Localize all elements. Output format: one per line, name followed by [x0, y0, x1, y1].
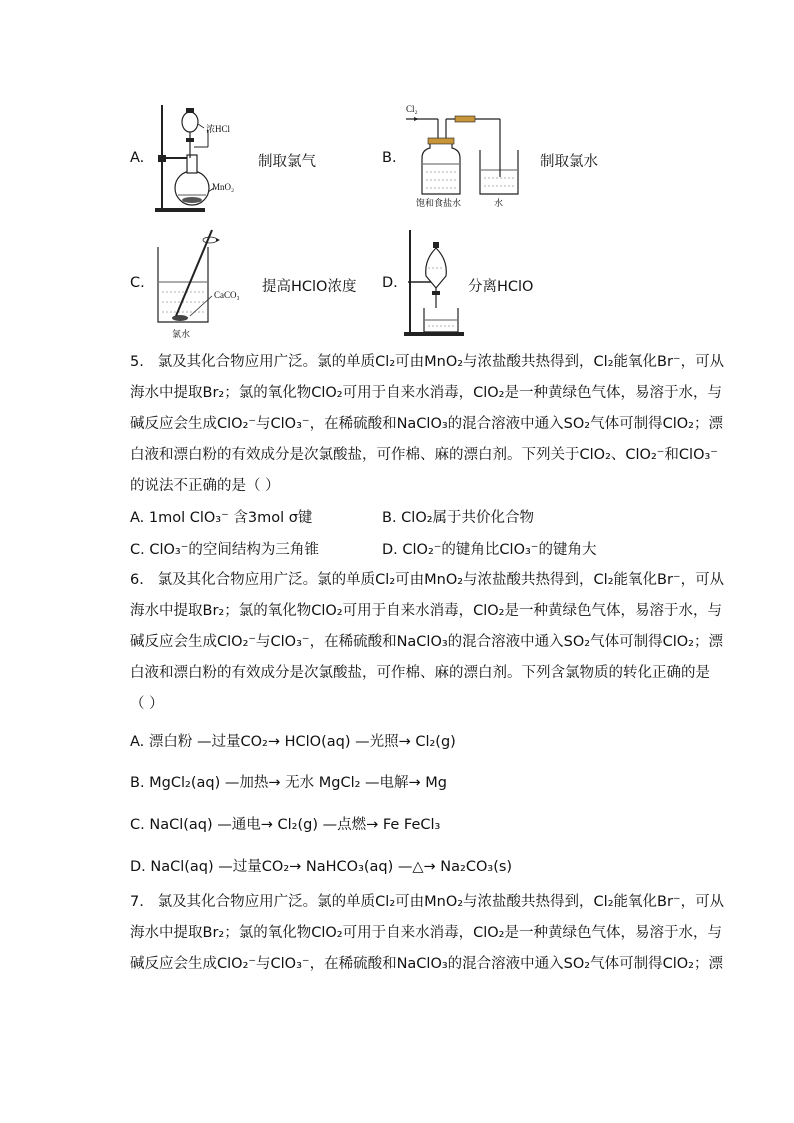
q6-intro-text-4: 白液和漂白粉的有效成分是次氯酸盐，可作棉、麻的漂白剂。: [130, 665, 522, 681]
q6-intro-line-2: 海水中提取Br₂；氯的氧化物ClO₂可用于自来水消毒，ClO₂是一种黄绿色气体，易溶于水，与: [130, 603, 722, 619]
q5-option-b[interactable]: B. ClO₂属于共价化合物: [382, 510, 535, 526]
q7-intro-line-2: 海水中提取Br₂；氯的氧化物ClO₂可用于自来水消毒，ClO₂是一种黄绿色气体，易溶于水，与: [130, 925, 722, 941]
q7-intro-line-1: [130, 892, 724, 912]
figure-a-caption: 制取氯气: [258, 154, 316, 170]
label-water: 水: [494, 198, 504, 208]
q6-intro-text-1: 氯及其化合物应用广泛。氯的单质Cl₂可由MnO₂与浓盐酸共热得到，Cl₂能氧化Br⁻，可从: [157, 572, 725, 588]
q5-question-tail: 下列关于ClO₂、ClO₂⁻和ClO₃⁻: [521, 447, 718, 463]
figure-b-caption: 制取氯水: [540, 154, 598, 170]
q6-intro-line-1: [130, 570, 724, 590]
label-conc-hcl: 浓HCl: [206, 124, 231, 134]
q6-option-d[interactable]: D. NaCl(aq) —过量CO₂→ NaHCO₃(aq) —△→ Na₂CO₃(s): [130, 859, 513, 875]
figure-c-letter: C.: [130, 275, 145, 291]
q7-intro-line-3: 碱反应会生成ClO₂⁻与ClO₃⁻，在稀硫酸和NaClO₃的混合溶液中通入SO₂气体可制得ClO₂；漂: [130, 956, 723, 972]
label-chlorine-water: 氯水: [172, 329, 191, 339]
figure-d-letter: D.: [382, 275, 398, 291]
q6-intro-line-3: 碱反应会生成ClO₂⁻与ClO₃⁻，在稀硫酸和NaClO₃的混合溶液中通入SO₂气体可制得ClO₂；漂: [130, 634, 723, 650]
q6-option-a[interactable]: A. 漂白粉 —过量CO₂→ HClO(aq) —光照→ Cl₂(g): [130, 734, 456, 750]
q6-number: 6.: [130, 572, 144, 588]
q6-intro-line-4: [130, 663, 710, 683]
q6-question-line: （ ）: [130, 696, 164, 712]
q5-number: 5.: [130, 354, 144, 370]
figure-b-letter: B.: [382, 150, 397, 166]
figure-c-caption: 提高HClO浓度: [262, 279, 357, 295]
q5-option-c[interactable]: C. ClO₃⁻的空间结构为三角锥: [130, 542, 319, 558]
apparatus-d-image: [400, 228, 470, 338]
q5-intro-line-2: 海水中提取Br₂；氯的氧化物ClO₂可用于自来水消毒，ClO₂是一种黄绿色气体，易溶于水，与: [130, 385, 722, 401]
q5-option-a[interactable]: A. 1mol ClO₃⁻ 含3mol σ键: [130, 510, 313, 526]
q5-question-line: 的说法不正确的是（ ）: [130, 478, 280, 494]
q6-option-b[interactable]: B. MgCl₂(aq) —加热→ 无水 MgCl₂ —电解→ Mg: [130, 775, 447, 791]
apparatus-b-image: [400, 102, 530, 207]
q5-intro-line-1: [130, 352, 724, 372]
label-cl2: Cl₂: [406, 104, 418, 114]
apparatus-c-image: [150, 222, 250, 327]
q6-option-c[interactable]: C. NaCl(aq) —通电→ Cl₂(g) —点燃→ Fe FeCl₃: [130, 817, 441, 833]
q5-intro-line-4: [130, 445, 718, 465]
label-mno2: MnO₂: [212, 182, 235, 192]
q5-intro-text-4: 白液和漂白粉的有效成分是次氯酸盐，可作棉、麻的漂白剂。: [130, 447, 522, 463]
q5-intro-text-1: 氯及其化合物应用广泛。氯的单质Cl₂可由MnO₂与浓盐酸共热得到，Cl₂能氧化Br⁻，可从: [157, 354, 725, 370]
figure-d-caption: 分离HClO: [468, 279, 534, 295]
q6-question-tail: 下列含氯物质的转化正确的是: [521, 665, 710, 681]
label-saturated-brine: 饱和食盐水: [416, 198, 462, 208]
figure-a-letter: A.: [130, 150, 145, 166]
q5-option-d[interactable]: D. ClO₂⁻的键角比ClO₃⁻的键角大: [382, 542, 597, 558]
apparatus-a-image: [150, 100, 250, 215]
q7-number: 7.: [130, 894, 144, 910]
q7-intro-text-1: 氯及其化合物应用广泛。氯的单质Cl₂可由MnO₂与浓盐酸共热得到，Cl₂能氧化Br⁻，可从: [157, 894, 725, 910]
q5-intro-line-3: 碱反应会生成ClO₂⁻与ClO₃⁻，在稀硫酸和NaClO₃的混合溶液中通入SO₂气体可制得ClO₂；漂: [130, 416, 723, 432]
label-caco3: CaCO₃: [214, 290, 240, 300]
